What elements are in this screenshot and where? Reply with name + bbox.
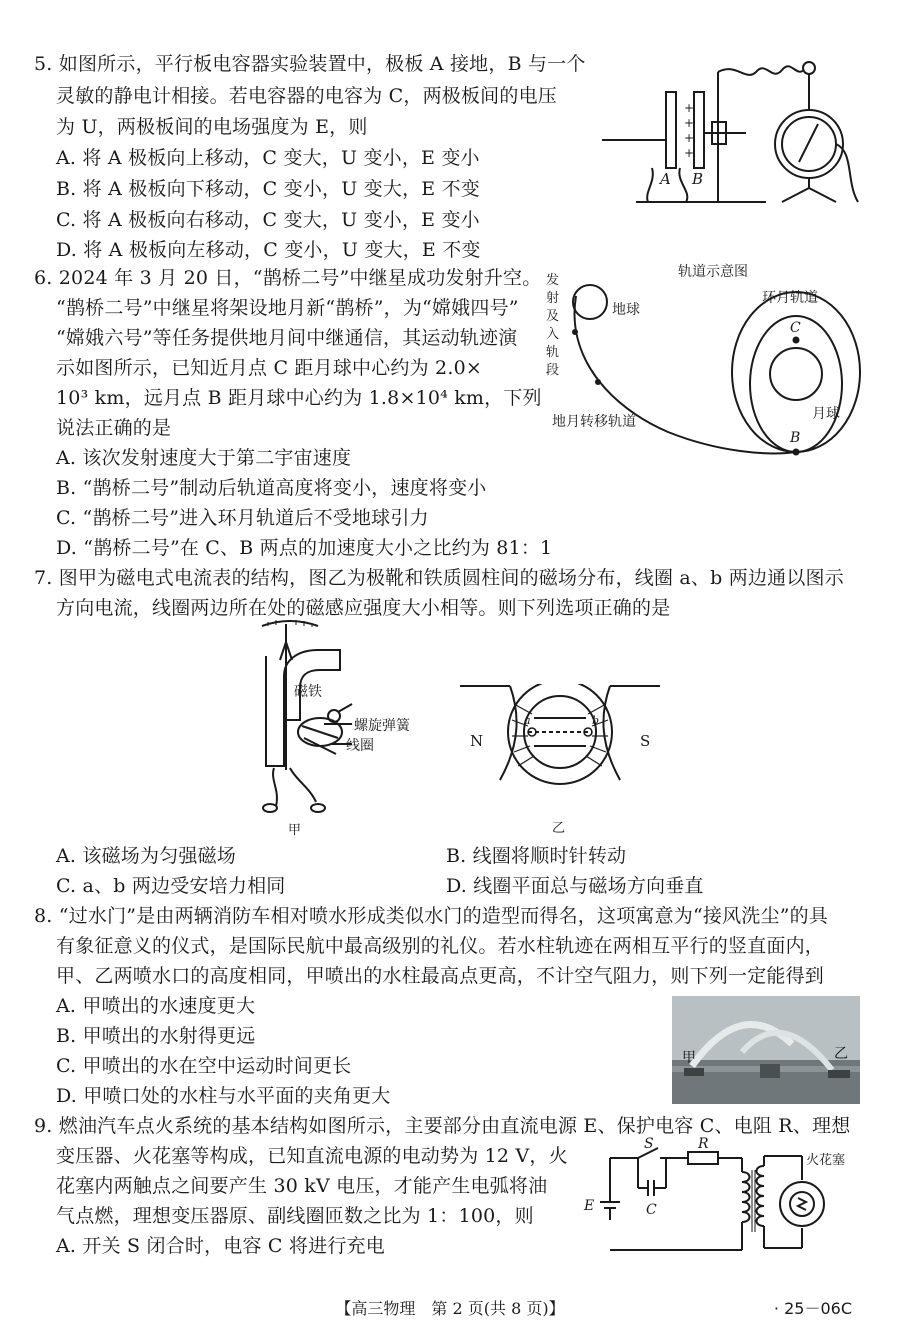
q8-option-a: A. 甲喷出的水速度更大 xyxy=(56,995,256,1017)
edge-a-label: a xyxy=(524,714,531,727)
figure-yi-caption: 乙 xyxy=(552,821,566,836)
q9-line-1: 9. 燃油汽车点火系统的基本结构如图所示，主要部分由直流电源 E、保护电容 C、电阻 R、理想 xyxy=(34,1115,851,1137)
plus-mark: + xyxy=(684,146,695,160)
q8-option-b: B. 甲喷出的水射得更远 xyxy=(56,1025,256,1047)
q7-line-1: 7. 图甲为磁电式电流表的结构，图乙为极靴和铁质圆柱间的磁场分布，线圈 a、b 两边通以图示 xyxy=(34,567,844,589)
q8-option-d: D. 甲喷口处的水柱与水平面的夹角更大 xyxy=(56,1085,391,1107)
switch-s-label: S xyxy=(644,1136,654,1152)
q7-option-b: B. 线圈将顺时针转动 xyxy=(446,845,627,867)
earth-circle xyxy=(573,285,607,319)
side-label-char: 发 xyxy=(546,273,560,288)
q8-line-3: 甲、乙两喷水口的高度相同，甲喷出的水柱最高点更高，不计空气阻力，则下列一定能得到 xyxy=(56,965,825,987)
point-c-label: C xyxy=(790,320,801,336)
battery-e-label: E xyxy=(584,1198,595,1214)
q7-option-d: D. 线圈平面总与磁场方向垂直 xyxy=(446,875,704,897)
figure-jia-caption: 甲 xyxy=(288,823,302,836)
point-b-label: B xyxy=(790,430,801,446)
q6-option-b: B. “鹊桥二号”制动后轨道高度将变小，速度将变小 xyxy=(56,477,487,499)
q6-line-4: 示如图所示，已知近月点 C 距月球中心约为 2.0× xyxy=(56,357,482,379)
q7-option-a: A. 该磁场为匀强磁场 xyxy=(56,845,237,867)
q5-option-d: D. 将 A 极板向左移动，C 变小，U 变大，E 不变 xyxy=(56,239,481,261)
page-footer: 【高三物理 第 2 页(共 8 页)】 xyxy=(335,1299,565,1318)
galvanometer-figure xyxy=(240,620,430,836)
ignition-circuit-figure xyxy=(580,1136,870,1264)
photo-left-label: 甲 xyxy=(682,1050,696,1066)
magnetic-field-figure xyxy=(460,684,660,836)
side-label-char: 及 xyxy=(546,309,560,324)
q5-option-c: C. 将 A 极板向右移动，C 变大，U 变小，E 变小 xyxy=(56,209,480,231)
side-label-char: 轨 xyxy=(546,345,560,360)
spring-label: 螺旋弹簧 xyxy=(354,718,410,734)
plus-mark: + xyxy=(684,116,695,130)
paper-code: · 25－06C xyxy=(773,1299,852,1318)
plate-a-label: A xyxy=(660,170,671,188)
q5-line-1: 5. 如图所示，平行板电容器实验装置中，极板 A 接地，B 与一个 xyxy=(34,53,586,75)
q9-line-3: 花塞内两触点之间要产生 30 kV 电压，才能产生电弧将油 xyxy=(56,1175,548,1197)
coil-label: 线圈 xyxy=(346,738,374,754)
ring-orbit-label: 环月轨道 xyxy=(762,290,818,306)
side-label-char: 入 xyxy=(546,327,560,342)
orbit-diagram xyxy=(538,256,878,466)
edge-b-label: b xyxy=(592,714,600,727)
plus-mark: + xyxy=(684,131,695,145)
s-pole-label: S xyxy=(640,732,651,750)
q5-line-2: 灵敏的静电计相接。若电容器的电容为 C，两极板间的电压 xyxy=(56,85,557,107)
magnet-label: 磁铁 xyxy=(294,684,322,700)
water-salute-photo xyxy=(672,996,860,1104)
q6-line-3: “嫦娥六号”等任务提供地月间中继通信，其运动轨迹演 xyxy=(56,327,518,349)
q7-line-2: 方向电流，线圈两边所在处的磁感应强度大小相等。则下列选项正确的是 xyxy=(56,597,671,619)
side-label-char: 射 xyxy=(546,291,560,306)
capacitor-c-label: C xyxy=(646,1202,657,1218)
q5-option-a: A. 将 A 极板向上移动，C 变大，U 变小，E 变小 xyxy=(56,147,480,169)
q9-line-4: 气点燃，理想变压器原、副线圈匝数之比为 1：100，则 xyxy=(56,1205,534,1227)
q8-line-2: 有象征意义的仪式，是国际民航中最高级别的礼仪。若水柱轨迹在两相互平行的竖直面内， xyxy=(56,935,825,957)
q8-line-1: 8. “过水门”是由两辆消防车相对喷水形成类似水门的造型而得名，这项寓意为“接风洗尘”的具 xyxy=(34,905,829,927)
resistor-r-label: R xyxy=(698,1136,709,1152)
capacitor-electrometer-figure xyxy=(596,52,866,212)
spark-plug-label: 火花塞 xyxy=(806,1153,846,1168)
q6-line-6: 说法正确的是 xyxy=(56,417,172,439)
photo-right-label: 乙 xyxy=(834,1046,848,1062)
q6-option-a: A. 该次发射速度大于第二宇宙速度 xyxy=(56,447,352,469)
q5-option-b: B. 将 A 极板向下移动，C 变小，U 变大，E 不变 xyxy=(56,178,480,200)
q6-line-2: “鹊桥二号”中继星将架设地月新“鹊桥”，为“嫦娥四号” xyxy=(56,297,519,319)
q5-line-3: 为 U，两极板间的电场强度为 E，则 xyxy=(56,116,368,138)
q6-option-d: D. “鹊桥二号”在 C、B 两点的加速度大小之比约为 81：1 xyxy=(56,537,553,559)
q6-option-c: C. “鹊桥二号”进入环月轨道后不受地球引力 xyxy=(56,507,429,529)
q9-line-2: 变压器、火花塞等构成，已知直流电源的电动势为 12 V，火 xyxy=(56,1145,568,1167)
transfer-orbit-label: 地月转移轨道 xyxy=(552,414,636,430)
plus-mark: + xyxy=(684,101,695,115)
side-label-char: 段 xyxy=(546,363,560,378)
moon-label: 月球 xyxy=(812,406,840,422)
plate-b-label: B xyxy=(692,170,704,188)
n-pole-label: N xyxy=(470,732,484,750)
orbit-title: 轨道示意图 xyxy=(678,264,748,280)
q6-line-5: 10³ km，远月点 B 距月球中心约为 1.8×10⁴ km，下列 xyxy=(56,387,542,409)
q8-option-c: C. 甲喷出的水在空中运动时间更长 xyxy=(56,1055,352,1077)
q6-line-1: 6. 2024 年 3 月 20 日，“鹊桥二号”中继星成功发射升空。 xyxy=(34,267,542,289)
q9-option-a: A. 开关 S 闭合时，电容 C 将进行充电 xyxy=(56,1235,385,1257)
q7-option-c: C. a、b 两边受安培力相同 xyxy=(56,875,286,897)
earth-label: 地球 xyxy=(612,302,640,318)
